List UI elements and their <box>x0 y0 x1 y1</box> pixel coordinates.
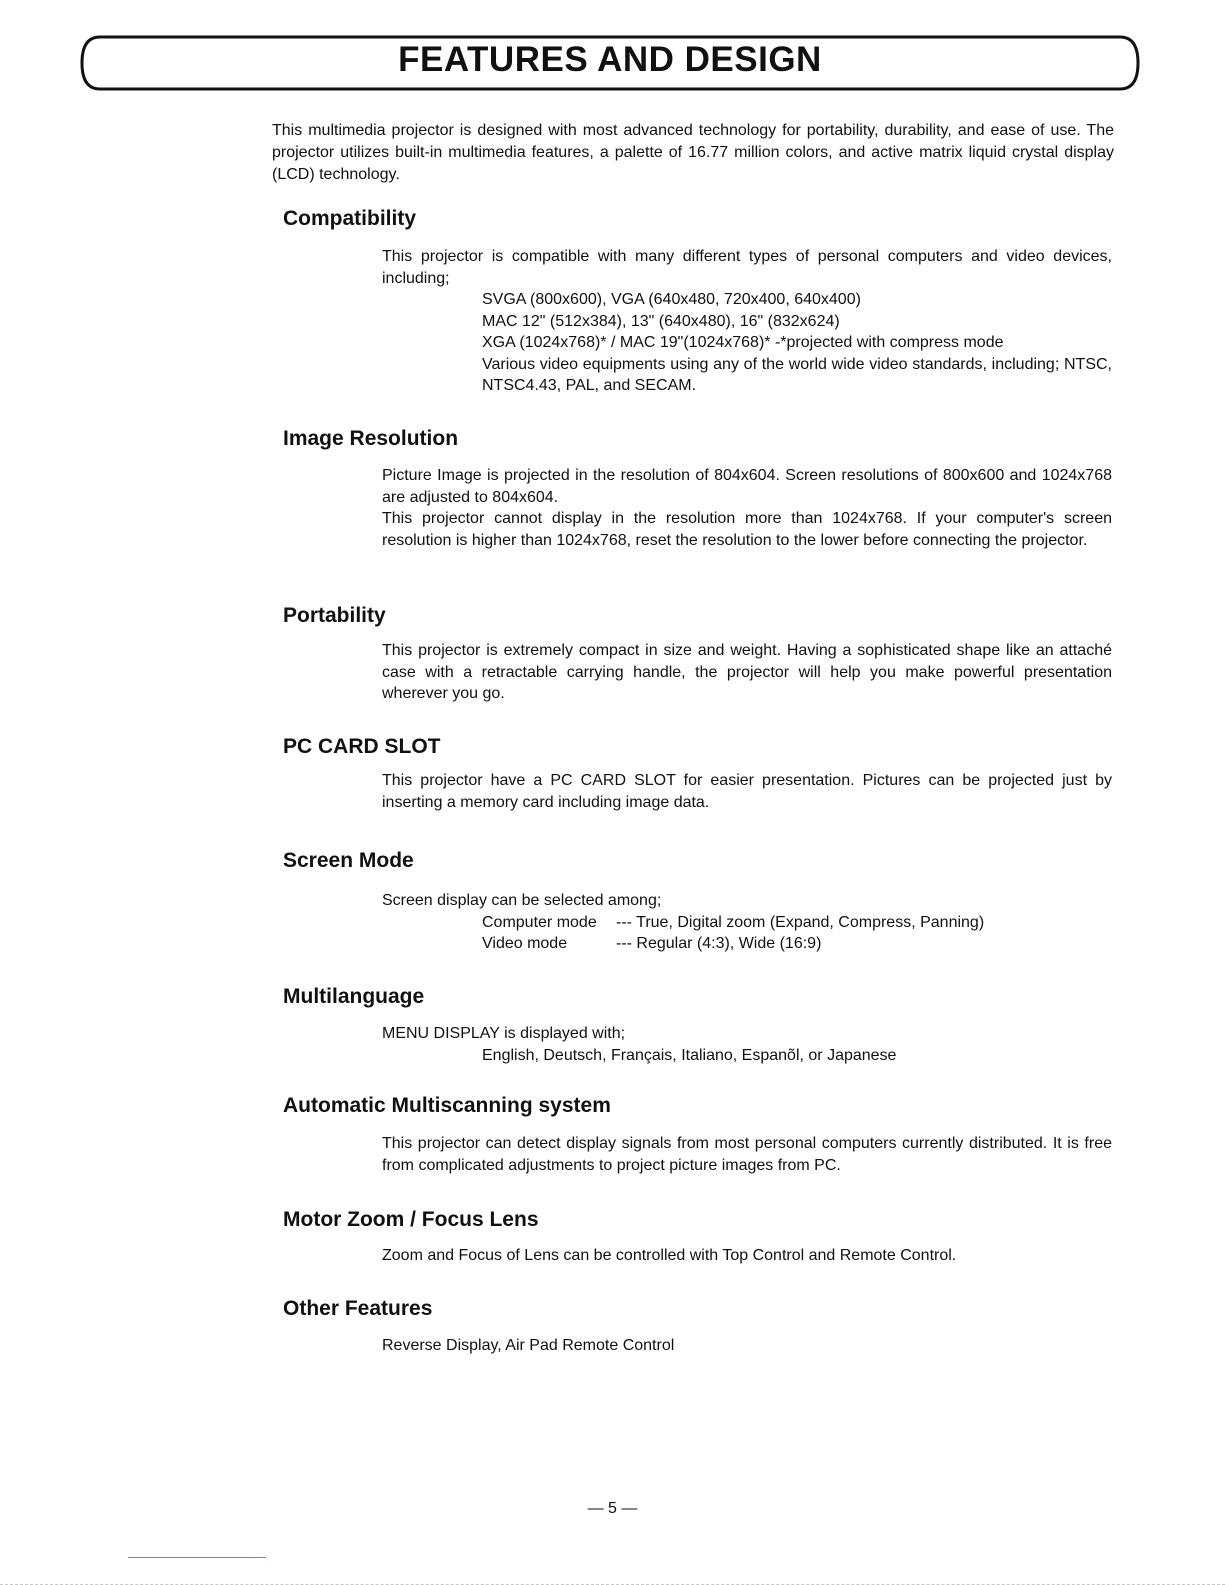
heading-motor-zoom: Motor Zoom / Focus Lens <box>283 1208 539 1231</box>
list-item: SVGA (800x600), VGA (640x480, 720x400, 640x400) <box>482 291 861 308</box>
heading-compatibility: Compatibility <box>283 207 417 230</box>
intro-paragraph: This multimedia projector is designed with most advanced technology for portability, durability, and ease of use. The projector utilizes built-in multimedia features, a palette of 16.77 million colors, and active matrix liquid crystal display (LCD) technology. <box>272 122 1114 183</box>
heading-multilanguage: Multilanguage <box>283 985 425 1008</box>
screen-mode-section <box>382 890 1112 955</box>
screen-mode-video <box>382 933 1112 955</box>
heading-auto-multiscanning: Automatic Multiscanning system <box>283 1094 611 1117</box>
multilanguage-section <box>382 1023 1112 1066</box>
multilanguage-text: MENU DISPLAY is displayed with; <box>382 1025 626 1042</box>
pc-card-slot-text: This projector have a PC CARD SLOT for easier presentation. Pictures can be projected just by inserting a memory card including image data. <box>382 772 1112 811</box>
heading-image-resolution: Image Resolution <box>283 427 459 450</box>
auto-multiscanning-text: This projector can detect display signals from most personal computers currently distributed. It is free from complicated adjustments to project picture images from PC. <box>382 1135 1112 1174</box>
portability-text: This projector is extremely compact in size and weight. Having a sophisticated shape like an attaché case with a retractable carrying handle, the projector will help you make powerful presentation wherever you go. <box>382 642 1112 702</box>
image-resolution-section <box>382 465 1112 551</box>
mode-value: --- True, Digital zoom (Expand, Compress, Panning) <box>616 913 985 931</box>
compatibility-list <box>382 289 1112 397</box>
compatibility-section <box>382 246 1112 397</box>
screen-mode-text: Screen display can be selected among; <box>382 892 662 909</box>
footer-rule <box>128 1557 266 1558</box>
image-resolution-text-1: Picture Image is projected in the resolution of 804x604. Screen resolutions of 800x600 and 1024x768 are adjusted to 804x604. <box>382 467 1112 506</box>
title-banner <box>80 34 1140 92</box>
screen-mode-computer <box>382 912 1112 934</box>
list-item: MAC 12" (512x384), 13" (640x480), 16" (832x624) <box>482 312 840 330</box>
multilanguage-list: English, Deutsch, Français, Italiano, Espanõl, or Japanese <box>482 1046 897 1064</box>
page-number: — 5 — <box>587 1500 638 1517</box>
mode-name: Video mode <box>482 935 568 952</box>
page-title: FEATURES AND DESIGN <box>398 40 822 79</box>
image-resolution-text-2: This projector cannot display in the resolution more than 1024x768. If your computer's screen resolution is higher than 1024x768, reset the resolution to the lower before connecting the projector. <box>382 510 1112 549</box>
motor-zoom-text: Zoom and Focus of Lens can be controlled with Top Control and Remote Control. <box>382 1247 957 1264</box>
heading-other-features: Other Features <box>283 1297 433 1320</box>
mode-value: --- Regular (4:3), Wide (16:9) <box>616 935 822 952</box>
list-item: XGA (1024x768)* / MAC 19"(1024x768)* -*projected with compress mode <box>482 334 1004 351</box>
heading-portability: Portability <box>283 604 386 627</box>
other-features-text: Reverse Display, Air Pad Remote Control <box>382 1337 675 1354</box>
list-item: Various video equipments using any of the world wide video standards, including; NTSC, NTSC4.43, PAL, and SECAM. <box>482 355 1112 394</box>
mode-name: Computer mode <box>482 913 597 931</box>
compatibility-text: This projector is compatible with many different types of personal computers and video devices, including; <box>382 248 1112 287</box>
heading-screen-mode: Screen Mode <box>283 849 414 872</box>
heading-pc-card-slot: PC CARD SLOT <box>283 735 441 758</box>
